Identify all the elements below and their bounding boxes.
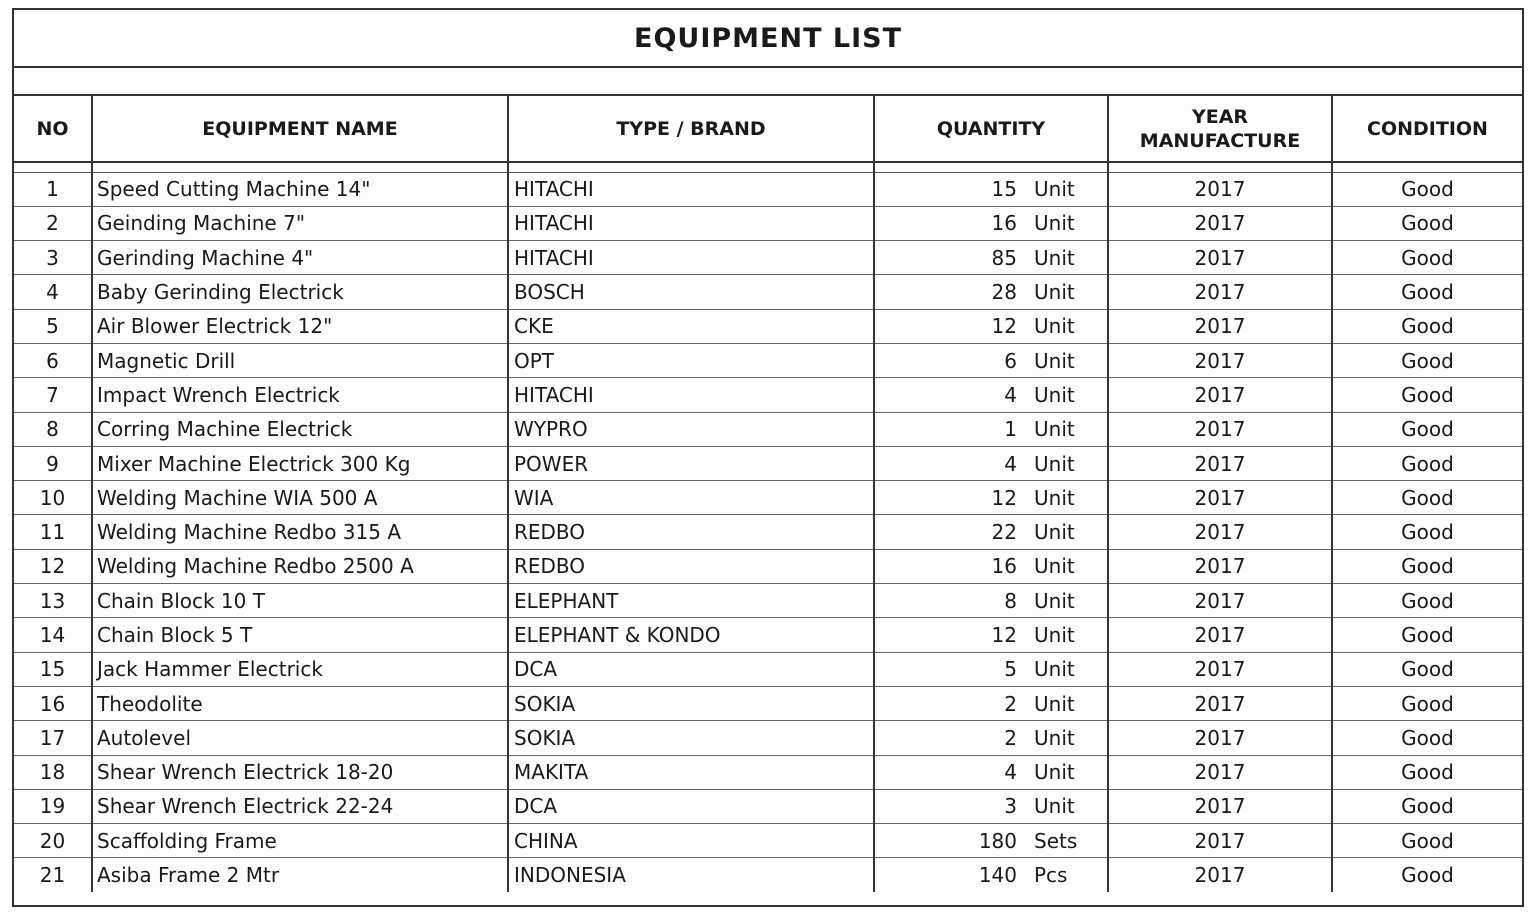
cell-quantity [874, 618, 1108, 652]
quantity-value: 3 [1004, 794, 1017, 819]
page-title: EQUIPMENT LIST [634, 22, 902, 54]
cell-no: 18 [14, 755, 92, 789]
quantity-unit: Unit [1034, 623, 1075, 647]
cell-no: 16 [14, 686, 92, 720]
table-row [14, 618, 1522, 652]
cell-no: 9 [14, 446, 92, 480]
quantity-unit: Unit [1034, 211, 1075, 236]
quantity-unit: Unit [1034, 245, 1075, 270]
cell-type-brand: HITACHI [508, 241, 874, 275]
cell-condition: Good [1332, 618, 1522, 652]
cell-type-brand: REDBO [508, 549, 874, 583]
cell-condition: Good [1332, 241, 1522, 275]
table-row [14, 446, 1522, 480]
cell-condition: Good [1332, 584, 1522, 618]
cell-year: 2017 [1108, 515, 1332, 549]
quantity-value: 8 [1004, 588, 1017, 613]
cell-condition: Good [1332, 721, 1522, 755]
quantity-value: 2 [1004, 691, 1017, 716]
quantity-value: 2 [1004, 725, 1017, 750]
cell-year: 2017 [1108, 412, 1332, 446]
cell-condition: Good [1332, 309, 1522, 343]
cell-equipment-name: Chain Block 10 T [92, 584, 508, 618]
cell-condition: Good [1332, 515, 1522, 549]
cell-quantity [874, 755, 1108, 789]
table-row [14, 378, 1522, 412]
quantity-unit: Unit [1034, 588, 1075, 613]
quantity-value: 4 [1004, 451, 1017, 476]
table-row [14, 549, 1522, 583]
cell-condition: Good [1332, 481, 1522, 515]
cell-quantity [874, 446, 1108, 480]
cell-quantity [874, 309, 1108, 343]
cell-equipment-name: Baby Gerinding Electrick [92, 275, 508, 309]
cell-quantity [874, 241, 1108, 275]
table-row [14, 241, 1522, 275]
cell-quantity [874, 584, 1108, 618]
cell-year: 2017 [1108, 618, 1332, 652]
cell-year: 2017 [1108, 172, 1332, 206]
cell-quantity [874, 549, 1108, 583]
table-row [14, 481, 1522, 515]
cell-no: 15 [14, 652, 92, 686]
cell-type-brand: WIA [508, 481, 874, 515]
cell-quantity [874, 652, 1108, 686]
header-equipment-name: EQUIPMENT NAME [92, 96, 508, 162]
quantity-unit: Unit [1034, 691, 1075, 716]
cell-no: 11 [14, 515, 92, 549]
cell-quantity [874, 343, 1108, 377]
cell-quantity [874, 206, 1108, 240]
cell-equipment-name: Jack Hammer Electrick [92, 652, 508, 686]
cell-type-brand: ELEPHANT [508, 584, 874, 618]
cell-equipment-name: Geinding Machine 7" [92, 206, 508, 240]
quantity-value: 16 [991, 211, 1017, 236]
quantity-value: 12 [991, 314, 1017, 339]
cell-type-brand: POWER [508, 446, 874, 480]
cell-quantity [874, 412, 1108, 446]
cell-no: 3 [14, 241, 92, 275]
quantity-unit: Unit [1034, 451, 1075, 476]
quantity-unit: Unit [1034, 417, 1075, 442]
quantity-value: 4 [1004, 382, 1017, 407]
cell-condition: Good [1332, 412, 1522, 446]
header-condition: CONDITION [1332, 96, 1522, 162]
cell-quantity [874, 824, 1108, 858]
cell-equipment-name: Shear Wrench Electrick 22-24 [92, 789, 508, 823]
cell-quantity [874, 378, 1108, 412]
quantity-value: 12 [991, 485, 1017, 510]
cell-condition: Good [1332, 652, 1522, 686]
cell-year: 2017 [1108, 446, 1332, 480]
cell-type-brand: INDONESIA [508, 858, 874, 892]
cell-year: 2017 [1108, 584, 1332, 618]
cell-equipment-name: Welding Machine WIA 500 A [92, 481, 508, 515]
cell-year: 2017 [1108, 378, 1332, 412]
cell-no: 4 [14, 275, 92, 309]
cell-condition: Good [1332, 172, 1522, 206]
cell-condition: Good [1332, 206, 1522, 240]
table-row [14, 515, 1522, 549]
quantity-unit: Unit [1034, 314, 1075, 339]
cell-type-brand: MAKITA [508, 755, 874, 789]
cell-condition: Good [1332, 549, 1522, 583]
cell-type-brand: HITACHI [508, 378, 874, 412]
table-row [14, 858, 1522, 892]
cell-condition: Good [1401, 863, 1454, 888]
quantity-value: 85 [991, 245, 1017, 270]
cell-no: 8 [14, 412, 92, 446]
cell-quantity [874, 481, 1108, 515]
cell-type-brand: CKE [508, 309, 874, 343]
cell-no: 7 [14, 378, 92, 412]
cell-equipment-name: Theodolite [92, 686, 508, 720]
cell-no: 17 [14, 721, 92, 755]
table-row [14, 584, 1522, 618]
cell-year: 2017 [1108, 481, 1332, 515]
quantity-value: 1 [1004, 417, 1017, 442]
equipment-list-sheet [12, 8, 1524, 907]
quantity-unit: Pcs [1034, 863, 1068, 888]
cell-equipment-name: Welding Machine Redbo 2500 A [92, 549, 508, 583]
cell-type-brand: REDBO [508, 515, 874, 549]
table-row [14, 309, 1522, 343]
cell-no: 2 [14, 206, 92, 240]
cell-no: 12 [14, 549, 92, 583]
header-year-manufacture [1108, 96, 1332, 162]
header-type-brand: TYPE / BRAND [508, 96, 874, 162]
cell-year: 2017 [1108, 309, 1332, 343]
quantity-unit: Unit [1034, 280, 1075, 305]
cell-condition: Good [1332, 824, 1522, 858]
cell-quantity [874, 515, 1108, 549]
cell-equipment-name: Magnetic Drill [92, 343, 508, 377]
table-row [14, 789, 1522, 823]
cell-no: 1 [14, 172, 92, 206]
cell-year: 2017 [1108, 755, 1332, 789]
quantity-value: 6 [1004, 348, 1017, 373]
cell-year: 2017 [1108, 721, 1332, 755]
cell-equipment-name: Scaffolding Frame [92, 824, 508, 858]
quantity-unit: Unit [1034, 794, 1075, 819]
cell-equipment-name: Air Blower Electrick 12" [92, 309, 508, 343]
table-row [14, 824, 1522, 858]
cell-type-brand: WYPRO [508, 412, 874, 446]
table-row [14, 206, 1522, 240]
cell-year: 2017 [1108, 858, 1332, 892]
cell-no: 6 [14, 343, 92, 377]
cell-equipment-name: Gerinding Machine 4" [92, 241, 508, 275]
header-gap-row [14, 162, 1522, 172]
quantity-unit: Unit [1034, 485, 1075, 510]
cell-no: 14 [14, 618, 92, 652]
quantity-unit: Sets [1034, 828, 1078, 853]
cell-no: 13 [14, 584, 92, 618]
cell-year: 2017 [1108, 789, 1332, 823]
cell-condition: Good [1332, 275, 1522, 309]
cell-year: 2017 [1108, 549, 1332, 583]
quantity-unit: Unit [1034, 348, 1075, 373]
table-row [14, 172, 1522, 206]
quantity-value: 12 [991, 623, 1017, 647]
cell-year: 2017 [1108, 343, 1332, 377]
quantity-unit: Unit [1034, 725, 1075, 750]
table-body [14, 172, 1522, 892]
quantity-value: 22 [991, 520, 1017, 545]
cell-condition: Good [1332, 789, 1522, 823]
cell-no: 21 [14, 858, 92, 892]
cell-condition: Good [1332, 446, 1522, 480]
title-row [14, 10, 1522, 68]
quantity-value: 15 [991, 177, 1017, 202]
header-quantity: QUANTITY [874, 96, 1108, 162]
cell-type-brand: DCA [508, 652, 874, 686]
cell-no: 5 [14, 309, 92, 343]
table-row [14, 275, 1522, 309]
cell-type-brand: ELEPHANT & KONDO [508, 618, 874, 652]
table-row [14, 686, 1522, 720]
cell-no: 19 [14, 789, 92, 823]
cell-equipment-name: Asiba Frame 2 Mtr [92, 858, 508, 892]
cell-equipment-name: Welding Machine Redbo 315 A [92, 515, 508, 549]
cell-type-brand: OPT [508, 343, 874, 377]
cell-condition: Good [1332, 686, 1522, 720]
quantity-unit: Unit [1034, 177, 1075, 202]
cell-type-brand: DCA [508, 789, 874, 823]
cell-year: 2017 [1108, 824, 1332, 858]
header-year-line1: YEAR [1191, 105, 1249, 128]
quantity-unit: Unit [1034, 382, 1075, 407]
cell-type-brand: SOKIA [508, 721, 874, 755]
table-row [14, 755, 1522, 789]
cell-type-brand: CHINA [508, 824, 874, 858]
quantity-value: 28 [991, 280, 1017, 305]
quantity-unit: Unit [1034, 760, 1075, 785]
table-row [14, 652, 1522, 686]
cell-quantity [874, 858, 1108, 892]
cell-quantity [874, 721, 1108, 755]
header-no: NO [14, 96, 92, 162]
quantity-value: 180 [978, 828, 1017, 853]
table-row [14, 721, 1522, 755]
table-row [14, 412, 1522, 446]
cell-condition: Good [1332, 343, 1522, 377]
cell-quantity [874, 789, 1108, 823]
quantity-value: 140 [978, 863, 1017, 888]
quantity-unit: Unit [1034, 520, 1075, 545]
cell-type-brand: HITACHI [508, 172, 874, 206]
quantity-value: 4 [1004, 760, 1017, 785]
cell-type-brand: HITACHI [508, 206, 874, 240]
cell-equipment-name: Corring Machine Electrick [92, 412, 508, 446]
cell-equipment-name: Chain Block 5 T [92, 618, 508, 652]
table-row [14, 343, 1522, 377]
cell-quantity [874, 172, 1108, 206]
cell-year: 2017 [1108, 686, 1332, 720]
cell-equipment-name: Impact Wrench Electrick [92, 378, 508, 412]
cell-year: 2017 [1108, 241, 1332, 275]
cell-condition: Good [1332, 378, 1522, 412]
cell-equipment-name: Mixer Machine Electrick 300 Kg [92, 446, 508, 480]
cell-year: 2017 [1108, 652, 1332, 686]
quantity-value: 16 [991, 554, 1017, 579]
cell-year: 2017 [1108, 206, 1332, 240]
table-header-row [14, 96, 1522, 162]
cell-equipment-name: Speed Cutting Machine 14" [92, 172, 508, 206]
cell-equipment-name: Shear Wrench Electrick 18-20 [92, 755, 508, 789]
cell-quantity [874, 275, 1108, 309]
cell-quantity [874, 686, 1108, 720]
cell-equipment-name: Autolevel [92, 721, 508, 755]
cell-no: 20 [14, 824, 92, 858]
quantity-unit: Unit [1034, 657, 1075, 682]
quantity-unit: Unit [1034, 554, 1075, 579]
cell-no: 10 [14, 481, 92, 515]
quantity-value: 5 [1004, 657, 1017, 682]
cell-year: 2017 [1108, 275, 1332, 309]
header-year-line2: MANUFACTURE [1139, 129, 1301, 152]
cell-condition: Good [1332, 755, 1522, 789]
cell-type-brand: SOKIA [508, 686, 874, 720]
equipment-table [14, 96, 1522, 892]
cell-type-brand: BOSCH [508, 275, 874, 309]
spacer-row [14, 68, 1522, 96]
